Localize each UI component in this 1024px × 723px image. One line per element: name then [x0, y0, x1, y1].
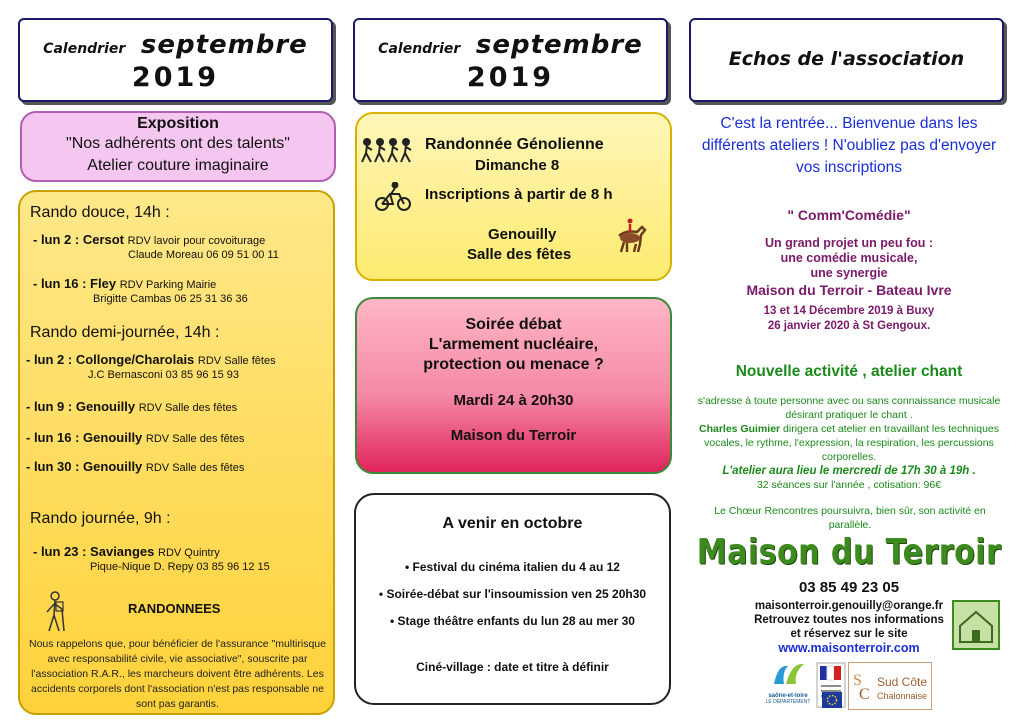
rando-gen-place2: Salle des fêtes	[467, 246, 572, 263]
svg-text:C: C	[859, 686, 870, 703]
comm-desc	[690, 236, 1008, 334]
info2: et réservez sur le site	[790, 628, 908, 640]
svg-text:S: S	[853, 672, 862, 689]
day: - lun 9 : Genouilly	[26, 399, 136, 414]
middle-calendar-header	[353, 18, 668, 102]
runners-icon	[361, 138, 415, 169]
rdv: RDV Salle fêtes	[197, 355, 276, 367]
day: - lun 16 : Fley	[33, 276, 117, 291]
info1: Retrouvez toutes nos informations	[754, 614, 944, 626]
rentree-text: C'est la rentrée... Bienvenue dans les différents ateliers ! N'oubliez pas d'envoyer vos inscriptions	[701, 115, 997, 176]
randonnee-genolienne-box	[355, 112, 672, 281]
contact: Pique-Nique D. Repy 03 85 96 12 15	[90, 561, 270, 573]
comm-title: " Comm'Comédie"	[787, 207, 911, 223]
rando-demi-item	[26, 459, 244, 474]
chant-desc	[690, 394, 1008, 492]
rdv: RDV lavoir pour covoiturage	[127, 235, 266, 247]
chant-p1: s'adresse à toute personne avec ou sans connaissance musicale désirant pratiquer le chant .	[697, 395, 1001, 421]
echos-title: Echos de l'association	[728, 48, 965, 70]
comm-l2: une comédie musicale,	[780, 251, 918, 265]
rando-gen-title: Randonnée Génolienne	[425, 136, 604, 153]
rando-gen-place1: Genouilly	[488, 226, 557, 243]
chant-p4: 32 séances sur l'année , cotisation: 96€	[756, 479, 942, 491]
randonnees-label: RANDONNEES	[128, 601, 221, 616]
contact: J.C Bernasconi 03 85 96 15 93	[88, 369, 240, 381]
partner-sud-cote	[848, 662, 932, 710]
contact: Brigitte Cambas 06 25 31 36 36	[93, 293, 248, 305]
insurance-notice: Nous rappelons que, pour bénéficier de l'assurance "multirisque avec responsabilité civile, vie associative", souscrite par l'association R.A.R., les marcheurs doivent être adhérents. Les accidents corporels dont l'association n'est pas responsable ne sont pas garantis.	[29, 638, 326, 710]
comm-d2: 26 janvier 2020 à St Gengoux.	[767, 320, 931, 332]
day: - lun 23 : Savianges	[33, 544, 155, 559]
rando-douce-item	[33, 232, 265, 247]
email[interactable]: maisonterroir.genouilly@orange.fr	[754, 600, 944, 612]
choeur-text: Le Chœur Rencontres poursuivra, bien sûr, son activité en parallèle.	[714, 505, 986, 531]
sudcote-label: Sud Côte	[877, 675, 928, 689]
rando-demi-item	[26, 399, 237, 414]
rando-demi-item	[26, 430, 244, 445]
a-venir-box	[354, 493, 671, 705]
left-calendar-header	[18, 18, 333, 102]
dept-label: saône-et-loire	[768, 693, 808, 699]
comm-d1: 13 et 14 Décembre 2019 à Buxy	[763, 305, 935, 317]
expo-title: Exposition	[137, 115, 219, 132]
rdv: RDV Salle des fêtes	[138, 402, 238, 414]
avenir-item: • Stage théâtre enfants du lun 28 au mer 30	[390, 614, 635, 628]
day: - lun 2 : Cersot	[33, 232, 125, 247]
day: - lun 2 : Collonge/Charolais	[26, 352, 195, 367]
rdv: RDV Quintry	[158, 547, 220, 559]
rdv: RDV Parking Mairie	[119, 279, 217, 291]
dept-sublabel: LE DÉPARTEMENT	[765, 699, 811, 705]
rando-demi-title: Rando demi-journée, 14h :	[30, 324, 220, 341]
month-label: septembre	[475, 30, 643, 60]
soiree-l3: protection ou menace ?	[423, 356, 604, 373]
comm-l3: une synergie	[810, 266, 888, 280]
cine-village: Ciné-village : date et titre à définir	[416, 660, 609, 674]
europe-logo-icon	[822, 692, 842, 713]
rando-demi-item	[26, 352, 276, 367]
ccsc-logo-icon	[851, 669, 875, 710]
chant-title: Nouvelle activité , atelier chant	[735, 363, 963, 380]
echos-header	[689, 18, 1004, 102]
hiker-icon	[42, 591, 68, 638]
calendrier-label: Calendrier	[43, 41, 126, 57]
expo-atelier: Atelier couture imaginaire	[87, 157, 269, 174]
avenir-title: A venir en octobre	[442, 515, 583, 532]
soiree-l2: L'armement nucléaire,	[428, 336, 599, 353]
exposition-box	[20, 111, 336, 182]
month-label: septembre	[140, 30, 308, 60]
rando-gen-inscriptions: Inscriptions à partir de 8 h	[425, 186, 613, 203]
rando-gen-date: Dimanche 8	[475, 157, 560, 174]
partner-saone-et-loire	[763, 660, 813, 710]
year-label: 2019	[466, 62, 555, 93]
day: - lun 30 : Genouilly	[26, 459, 143, 474]
soiree-place: Maison du Terroir	[450, 427, 577, 444]
rdv: RDV Salle des fêtes	[145, 462, 245, 474]
chant-p3: L'atelier aura lieu le mercredi de 17h 30 à 19h .	[722, 465, 976, 477]
chant-name: Charles Guimier	[699, 423, 781, 435]
dept-logo-icon	[768, 675, 808, 692]
rando-journee-item	[33, 544, 220, 559]
comm-l1: Un grand projet un peu fou :	[764, 236, 934, 250]
soiree-debat-box	[355, 297, 672, 474]
rando-douce-title: Rando douce, 14h :	[30, 204, 170, 221]
avenir-item: • Festival du cinéma italien du 4 au 12	[405, 560, 620, 574]
rando-box	[18, 190, 335, 715]
day: - lun 16 : Genouilly	[26, 430, 143, 445]
rdv: RDV Salle des fêtes	[145, 433, 245, 445]
year-label: 2019	[131, 62, 220, 93]
soiree-date: Mardi 24 à 20h30	[453, 392, 574, 409]
comm-l4: Maison du Terroir - Bateau Ivre	[746, 282, 952, 298]
sudcote-sublabel: Chalonnaise	[877, 691, 928, 701]
expo-quote: "Nos adhérents ont des talents"	[66, 135, 290, 152]
website-link[interactable]: www.maisonterroir.com	[778, 641, 920, 655]
calendrier-label: Calendrier	[378, 41, 461, 57]
rando-douce-item	[33, 276, 216, 291]
soiree-l1: Soirée débat	[465, 316, 562, 333]
horse-rider-icon	[615, 218, 647, 259]
rando-journee-title: Rando journée, 9h :	[30, 510, 171, 527]
contact: Claude Moreau 06 09 51 00 11	[128, 249, 279, 261]
chant-p2: dirigera cet atelier en travaillant les techniques vocales, le rythme, l'expression, la respiration, les percussions corporelles.	[704, 423, 999, 463]
avenir-item: • Soirée-débat sur l'insoumission ven 25 20h30	[378, 587, 647, 601]
house-logo-icon	[952, 600, 1000, 655]
phone: 03 85 49 23 05	[798, 579, 900, 596]
cyclist-icon	[375, 182, 411, 217]
maison-terroir-logo: Maison du Terroir	[696, 532, 1002, 573]
